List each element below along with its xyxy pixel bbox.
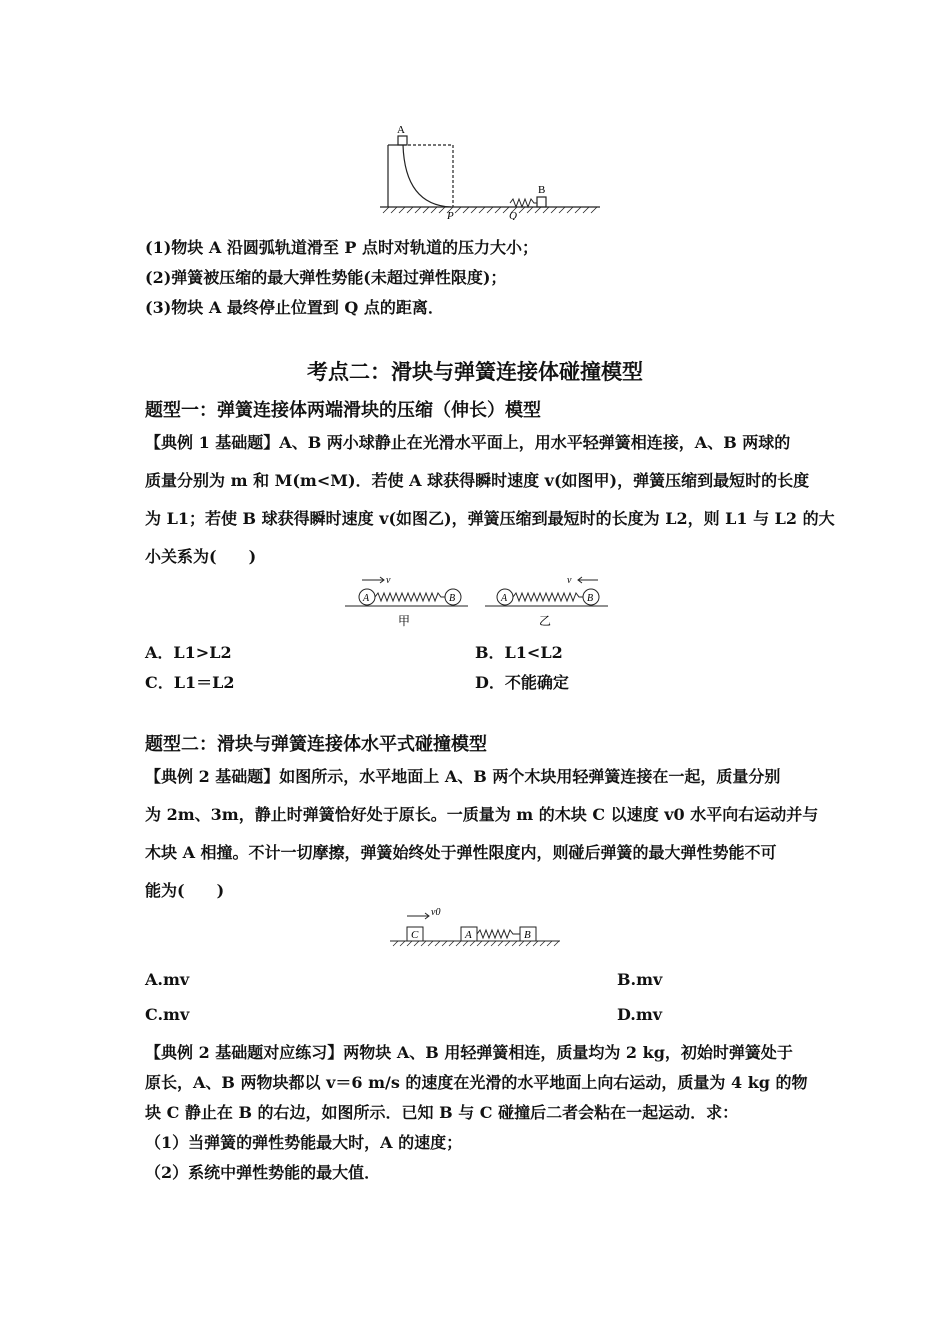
ball-A-right: A bbox=[501, 593, 508, 604]
v0-label: v0 bbox=[431, 907, 441, 918]
example1-line-3: 为 L1；若使 B 球获得瞬时速度 v(如图乙)，弹簧压缩到最短时的长度为 L2，则 L1 与 L2 的大 bbox=[145, 509, 835, 528]
practice-line-1: 【典例 2 基础题对应练习】两物块 A、B 用轻弹簧相连，质量均为 2 kg，初始时弹簧处于 bbox=[145, 1043, 793, 1062]
label-Q: Q bbox=[509, 210, 517, 220]
option-B: B．L1<L2 bbox=[475, 643, 563, 662]
caption-yi: 乙 bbox=[539, 614, 552, 628]
section-title: 考点二：滑块与弹簧连接体碰撞模型 bbox=[307, 360, 643, 384]
caption-jia: 甲 bbox=[398, 614, 411, 628]
question-item-1: (1)物块 A 沿圆弧轨道滑至 P 点时对轨道的压力大小； bbox=[145, 238, 539, 257]
option-A: A．L1>L2 bbox=[145, 643, 232, 662]
practice-label: 【典例 2 基础题对应练习】 bbox=[145, 1043, 344, 1062]
practice-item-1: （1）当弹簧的弹性势能最大时，A 的速度； bbox=[145, 1133, 463, 1152]
example2-line-2: 为 2m、3m，静止时弹簧恰好处于原长。一质量为 m 的木块 C 以速度 v0 水平向右运动并与 bbox=[145, 805, 819, 824]
type1-title: 题型一：弹簧连接体两端滑块的压缩（伸长）模型 bbox=[145, 400, 541, 421]
practice-item-2: （2）系统中弹性势能的最大值． bbox=[145, 1163, 381, 1182]
label-P: P bbox=[447, 210, 454, 220]
option2-D: D.mv bbox=[617, 1005, 663, 1024]
figure-balls-spring bbox=[340, 572, 615, 632]
example1-label: 【典例 1 基础题】 bbox=[145, 433, 280, 452]
option2-C: C.mv bbox=[145, 1005, 190, 1024]
option-C: C．L1＝L2 bbox=[145, 673, 235, 692]
ball-B-left: B bbox=[449, 593, 456, 604]
label-B: B bbox=[538, 184, 546, 196]
practice-line-2: 原长，A、B 两物块都以 v＝6 m/s 的速度在光滑的水平地面上向右运动，质量为 4 kg 的物 bbox=[145, 1073, 808, 1092]
figure-blocks-spring bbox=[385, 902, 565, 952]
question-item-2: (2)弹簧被压缩的最大弹性势能(未超过弹性限度)； bbox=[145, 268, 507, 287]
example2-label: 【典例 2 基础题】 bbox=[145, 767, 280, 786]
option2-B: B.mv bbox=[617, 970, 663, 989]
option-D: D．不能确定 bbox=[475, 673, 569, 692]
ball-B-right: B bbox=[587, 593, 594, 604]
label-A: A bbox=[397, 124, 405, 136]
example1-line-4: 小关系为( ) bbox=[145, 547, 257, 566]
type2-title: 题型二：滑块与弹簧连接体水平式碰撞模型 bbox=[145, 734, 487, 755]
question-item-3: (3)物块 A 最终停止位置到 Q 点的距离． bbox=[145, 298, 444, 317]
figure-arc-track bbox=[375, 120, 610, 220]
v-label-left: v bbox=[386, 575, 391, 586]
block-A: A bbox=[465, 929, 472, 941]
block-C: C bbox=[411, 929, 419, 941]
example1-line-1: 【典例 1 基础题】A、B 两小球静止在光滑水平面上，用水平轻弹簧相连接，A、B 两球的 bbox=[145, 433, 791, 452]
example2-line-3: 木块 A 相撞。不计一切摩擦，弹簧始终处于弹性限度内，则碰后弹簧的最大弹性势能不可 bbox=[145, 843, 777, 862]
example1-line-2: 质量分别为 m 和 M(m<M)．若使 A 球获得瞬时速度 v(如图甲)，弹簧压缩到最短时的长度 bbox=[145, 471, 810, 490]
option2-A: A.mv bbox=[145, 970, 190, 989]
v-label-right: v bbox=[567, 575, 572, 586]
example2-line-1: 【典例 2 基础题】如图所示，水平地面上 A、B 两个木块用轻弹簧连接在一起，质量分别 bbox=[145, 767, 781, 786]
practice-line-3: 块 C 静止在 B 的右边，如图所示．已知 B 与 C 碰撞后二者会粘在一起运动．求： bbox=[145, 1103, 739, 1122]
ball-A-left: A bbox=[363, 593, 370, 604]
block-B: B bbox=[524, 929, 531, 941]
example2-line-4: 能为( ) bbox=[145, 881, 225, 900]
